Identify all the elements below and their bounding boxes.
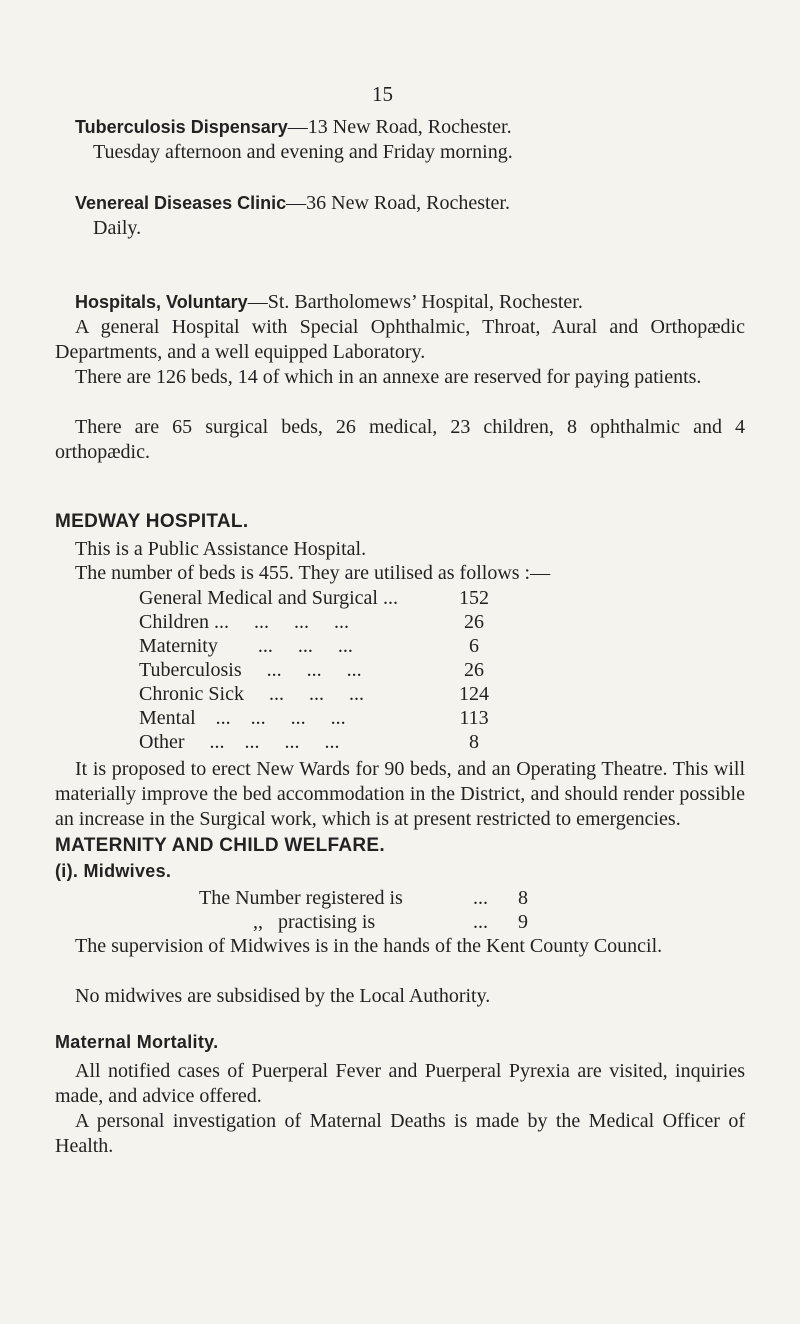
registered-dots: ... xyxy=(473,887,488,909)
practising-dots: ... xyxy=(473,911,488,933)
table-row xyxy=(139,730,509,754)
medway-proposal: It is proposed to erect New Wards for 90 beds, and an Operating Theatre. This will materially improve the bed accommodation in the District, and should render possible an increase in the Surgical work, which is at present restricted to emergencies. xyxy=(55,758,745,830)
maternity-heading: MATERNITY AND CHILD WELFARE. xyxy=(55,835,385,856)
bed-category: Mental ... ... ... ... xyxy=(139,707,346,729)
medway-line1: This is a Public Assistance Hospital. xyxy=(75,538,367,560)
practising-label: ,, practising is xyxy=(253,911,376,933)
registered-label: The Number registered is xyxy=(199,887,403,909)
midwives-table xyxy=(199,886,558,934)
bed-count: 26 xyxy=(464,659,484,681)
table-row xyxy=(199,910,558,934)
beds-table xyxy=(139,586,509,754)
vd-clinic-address: —36 New Road, Rochester. xyxy=(286,192,510,214)
bed-count: 26 xyxy=(464,611,484,633)
medway-line2: The number of beds is 455. They are utilised as follows :— xyxy=(75,562,551,584)
bed-count: 124 xyxy=(459,683,489,705)
page-number: 15 xyxy=(372,82,393,106)
registered-value: 8 xyxy=(518,887,528,909)
hospitals-beds-breakdown: There are 65 surgical beds, 26 medical, 23 children, 8 ophthalmic and 4 orthopædic. xyxy=(55,416,745,463)
bed-category: Tuberculosis ... ... ... xyxy=(139,659,362,681)
dispensary-hours: Tuesday afternoon and evening and Friday morning. xyxy=(93,141,513,163)
midwives-heading: (i). Midwives. xyxy=(55,861,172,881)
table-row xyxy=(139,610,509,634)
table-row xyxy=(139,658,509,682)
mortality-heading: Maternal Mortality. xyxy=(55,1032,219,1052)
vd-clinic-entry xyxy=(55,191,765,241)
dispensary-address: —13 New Road, Rochester. xyxy=(287,116,512,138)
vd-clinic-hours: Daily. xyxy=(93,217,142,239)
bed-category: Children ... ... ... ... xyxy=(139,611,349,633)
bed-count: 6 xyxy=(469,635,479,657)
bed-category: Maternity ... ... ... xyxy=(139,635,353,657)
bed-category: Other ... ... ... ... xyxy=(139,731,340,753)
hospitals-description: A general Hospital with Special Ophthalmic, Throat, Aural and Orthopædic Departments, and a well equipped Laboratory. xyxy=(55,316,745,363)
vd-clinic-title: Venereal Diseases Clinic xyxy=(75,193,287,213)
midwives-subsidy: No midwives are subsidised by the Local Authority. xyxy=(75,985,491,1007)
table-row xyxy=(139,706,509,730)
bed-category: General Medical and Surgical ... xyxy=(139,587,398,609)
bed-category: Chronic Sick ... ... ... xyxy=(139,683,364,705)
dispensary-title: Tuberculosis Dispensary xyxy=(75,117,288,137)
midwives-supervision: The supervision of Midwives is in the hands of the Kent County Council. xyxy=(75,935,663,957)
medway-heading: MEDWAY HOSPITAL. xyxy=(55,511,249,532)
bed-count: 113 xyxy=(459,707,489,729)
table-row xyxy=(199,886,558,910)
dispensary-entry xyxy=(55,115,765,165)
bed-count: 152 xyxy=(459,587,489,609)
investigation-text: A personal investigation of Maternal Deaths is made by the Medical Officer of Health. xyxy=(55,1110,745,1157)
table-row xyxy=(139,682,509,706)
hospitals-beds: There are 126 beds, 14 of which in an annexe are reserved for paying patients. xyxy=(75,366,702,388)
hospitals-title: Hospitals, Voluntary xyxy=(75,292,248,312)
table-row xyxy=(139,634,509,658)
hospitals-entry xyxy=(55,290,765,315)
mortality-text: All notified cases of Puerperal Fever and Puerperal Pyrexia are visited, inquiries made, and advice offered. xyxy=(55,1060,745,1107)
bed-count: 8 xyxy=(469,731,479,753)
hospitals-name: —St. Bartholomews’ Hospital, Rochester. xyxy=(247,291,583,313)
table-row xyxy=(139,586,509,610)
practising-value: 9 xyxy=(518,911,528,933)
